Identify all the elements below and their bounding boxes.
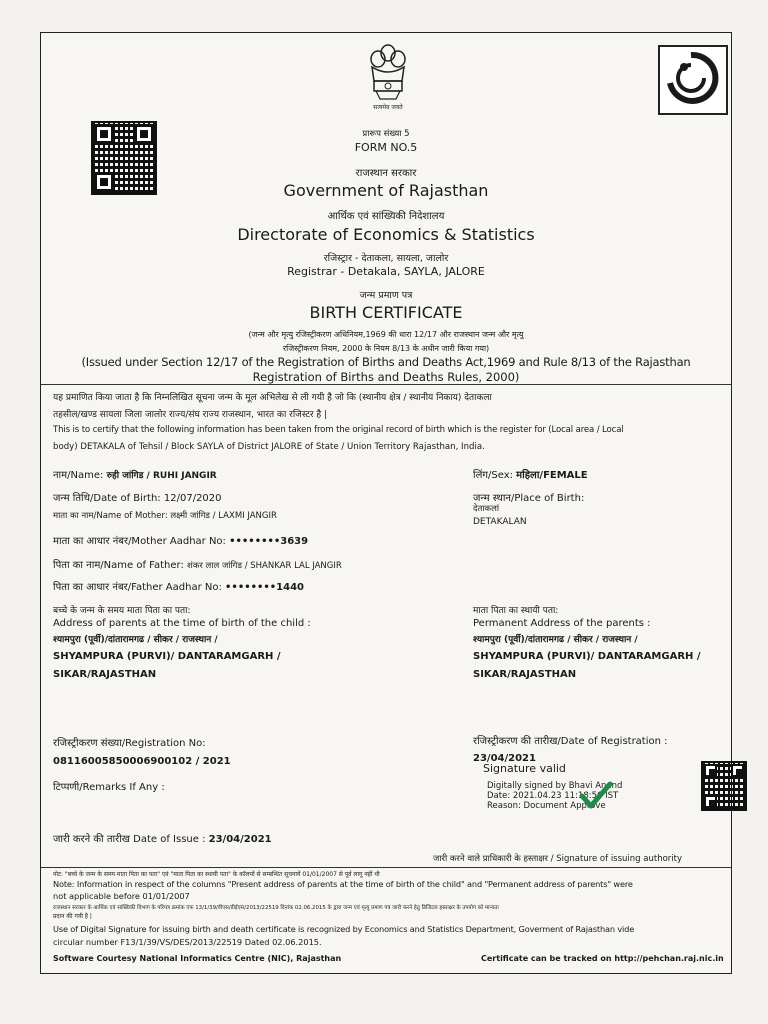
- father-aadhar-field: [53, 579, 304, 593]
- issue-date-value: 23/04/2021: [208, 834, 272, 845]
- permanent-address-label-hi: माता पिता का स्थायी पता:: [473, 606, 559, 616]
- father-field: [53, 557, 342, 571]
- mother-aadhar-field: [53, 533, 308, 547]
- intro-en-1: This is to certify that the following information has been taken from the original record of birth which is the register for (Local area / Local: [53, 425, 624, 435]
- birth-address-label-en: Address of parents at the time of birth of the child :: [53, 618, 311, 629]
- permanent-address-value-hi: श्यामपुरा (पूर्वी)/दांतारामगढ / सीकर / राजस्थान /: [473, 635, 638, 645]
- father-value: शंकर लाल जांगिड / SHANKAR LAL JANGIR: [187, 561, 342, 571]
- sex-value: महिला/FEMALE: [516, 470, 588, 481]
- signature-status: Signature valid: [483, 762, 566, 775]
- act-text-en-2: Registration of Births and Deaths Rules, 2000): [252, 370, 520, 384]
- signature-date: Date: 2021.04.23 11:18:56 IST: [487, 791, 619, 801]
- birth-address-label-hi: बच्चे के जन्म के समय माता पिता का पता:: [53, 606, 191, 616]
- pob-value-en: DETAKALAN: [473, 517, 527, 527]
- mother-value: लक्ष्मी जांगिड / LAXMI JANGIR: [170, 511, 277, 521]
- act-text-hi-1: (जन्म और मृत्यु रजिस्ट्रीकरण अधिनियम,1969 की धारा 12/17 और राजस्थान जन्म और मृत्यु: [248, 330, 524, 339]
- form-number-hi: प्रारूप संख्या 5: [362, 129, 410, 139]
- pob-label: जन्म स्थान/Place of Birth:: [473, 493, 585, 504]
- intro-hi-2: तहसील/खण्ड सायला जिला जालोर राज्य/संघ राज्य राजस्थान, भारत का रजिस्टर है |: [53, 410, 328, 420]
- remarks-label: टिप्पणी/Remarks If Any :: [53, 782, 165, 793]
- permanent-address-value-en-1: SHYAMPURA (PURVI)/ DANTARAMGARH /: [473, 651, 701, 662]
- footer-tracking-url: Certificate can be tracked on http://pehchan.raj.nic.in: [481, 954, 724, 963]
- name-label: नाम/Name:: [53, 470, 104, 481]
- certificate-title-en: BIRTH CERTIFICATE: [309, 303, 463, 322]
- name-value: रुही जांगिड / RUHI JANGIR: [106, 471, 217, 481]
- issue-date-field: [53, 831, 272, 845]
- permanent-address-label-en: Permanent Address of the parents :: [473, 618, 651, 629]
- signature-reason: Reason: Document Approve: [487, 801, 606, 811]
- circular-hi-1: राजस्थान सरकार के आर्थिक एवं सांख्यिकी विभाग के परिपत्र क्रमांक एफ 13/1/39/वीएस/डीईएस/2013/22519 दिनांक 02.06.2015 के द्वारा जन्म एवं मृत्यु प्रमाण पत्र जारी करने हेतु डिजिटल हस्ताक्षर के उपयोग को मान्यता: [53, 905, 499, 911]
- department-en: Directorate of Economics & Statistics: [237, 225, 535, 244]
- registrar-hi: रजिस्ट्रार - देताकला, सायला, जालोर: [323, 253, 449, 264]
- father-aadhar-label: पिता का आधार नंबर/Father Aadhar No:: [53, 582, 222, 593]
- name-field: [53, 467, 217, 481]
- government-en: Government of Rajasthan: [283, 181, 489, 200]
- registration-no-value: 08116005850006900102 / 2021: [53, 756, 231, 767]
- act-text-en-1: (Issued under Section 12/17 of the Registration of Births and Deaths Act,1969 and Rule 8/13 of the Rajasthan: [81, 355, 691, 369]
- pehchan-logo-icon: [658, 45, 728, 115]
- father-label: पिता का नाम/Name of Father:: [53, 560, 184, 571]
- father-aadhar-value: ••••••••1440: [225, 582, 304, 593]
- sex-label: लिंग/Sex:: [473, 470, 513, 481]
- dob-field: [53, 490, 222, 504]
- note-en-2: not applicable before 01/01/2007: [53, 891, 190, 901]
- registration-date-label: रजिस्ट्रीकरण की तारीख/Date of Registration :: [473, 736, 668, 747]
- circular-en-1: Use of Digital Signature for issuing birth and death certificate is recognized by Economics and Statistics Department, Goverment of Rajasthan vide: [53, 924, 635, 934]
- mother-label: माता का नाम/Name of Mother:: [53, 511, 168, 521]
- mother-aadhar-label: माता का आधार नंबर/Mother Aadhar No:: [53, 536, 226, 547]
- certificate-title-hi: जन्म प्रमाण पत्र: [359, 290, 413, 301]
- intro-hi-1: यह प्रमाणित किया जाता है कि निम्नलिखित सूचना जन्म के मूल अभिलेख से ली गयी है जो कि (स्थानीय क्षेत्र / स्थानीय निकाय) देताकला: [53, 393, 492, 403]
- issue-date-label: जारी करने की तारीख Date of Issue :: [53, 834, 206, 845]
- checkmark-icon: [579, 781, 613, 815]
- dob-value: 12/07/2020: [163, 493, 222, 504]
- mother-aadhar-value: ••••••••3639: [229, 536, 309, 547]
- department-hi: आर्थिक एवं सांख्यिकी निदेशालय: [327, 211, 445, 222]
- pob-value-hi: देताकलां: [473, 504, 500, 514]
- issuing-authority-label: जारी करने वाले प्राधिकारी के हस्ताक्षर / Signature of issuing authority: [433, 854, 683, 864]
- note-en-1: Note: Information in respect of the columns "Present address of parents at the time of birth of the child" and "Permanent address of parents" were: [53, 879, 633, 889]
- birth-address-value-hi: श्यामपुरा (पूर्वी)/दांतारामगढ / सीकर / राजस्थान /: [53, 635, 218, 645]
- signature-signed-by: Digitally signed by Bhavi Anand: [487, 781, 623, 791]
- header-divider: [41, 384, 731, 385]
- certificate-sheet: [40, 32, 732, 974]
- verification-qr-code-icon: [701, 761, 747, 811]
- notes-divider: [41, 867, 731, 868]
- note-hi: नोट: "बच्चे के जन्म के समय माता पिता का पता" एवं "माता पिता का स्थायी पता" के कॉलमों से सम्बन्धित सूचनायें 01/01/2007 से पूर्व लागू नहीं थी: [53, 871, 380, 878]
- footer-software-courtesy: Software Courtesy National Informatics Centre (NIC), Rajasthan: [53, 954, 342, 963]
- intro-en-2: body) DETAKALA of Tehsil / Block SAYLA of District JALORE of State / Union Territory Rajasthan, India.: [53, 442, 485, 452]
- birth-address-value-en-2: SIKAR/RAJASTHAN: [53, 669, 157, 680]
- sex-field: [473, 467, 588, 481]
- act-text-hi-2: रजिस्ट्रीकरण नियम, 2000 के नियम 8/13 के अधीन जारी किया गया): [282, 344, 490, 353]
- birth-address-value-en-1: SHYAMPURA (PURVI)/ DANTARAMGARH /: [53, 651, 281, 662]
- registration-no-label: रजिस्ट्रीकरण संख्या/Registration No:: [53, 738, 206, 749]
- permanent-address-value-en-2: SIKAR/RAJASTHAN: [473, 669, 577, 680]
- circular-hi-2: प्रदान की गयी है |: [53, 913, 92, 920]
- emblem-motto: सत्यमेव जयते: [373, 104, 403, 111]
- dob-label: जन्म तिथि/Date of Birth:: [53, 493, 161, 504]
- ashoka-emblem-icon: [366, 41, 410, 111]
- circular-en-2: circular number F13/1/39/VS/DES/2013/22519 Dated 02.06.2015.: [53, 937, 322, 947]
- form-number-en: FORM NO.5: [354, 141, 418, 154]
- registration-date-value: 23/04/2021: [473, 753, 536, 764]
- government-hi: राजस्थान सरकार: [355, 168, 417, 179]
- mother-field: [53, 510, 277, 521]
- registrar-en: Registrar - Detakala, SAYLA, JALORE: [287, 265, 485, 278]
